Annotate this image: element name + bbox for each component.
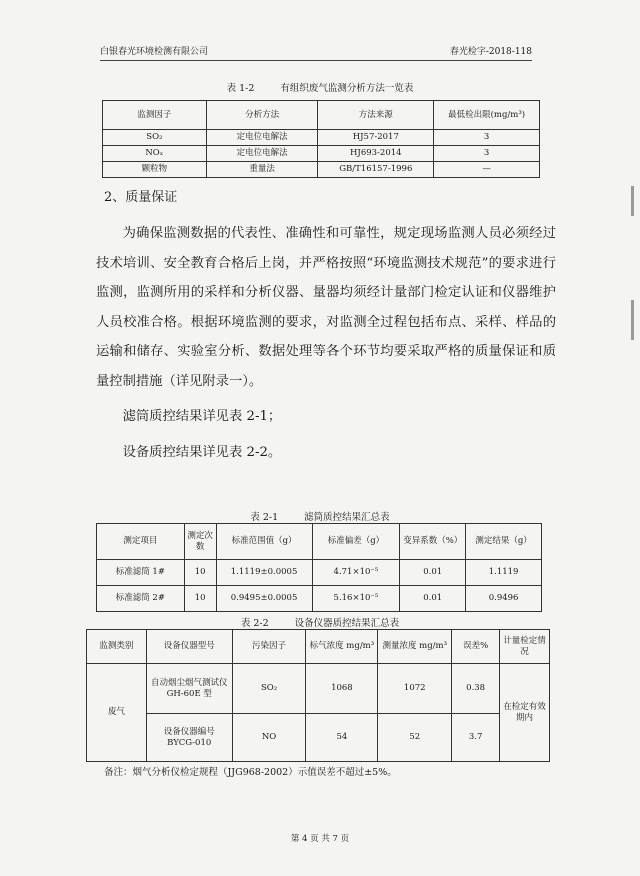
table-cell: 重量法 <box>206 162 318 178</box>
table3-header: 测量浓度 mg/m³ <box>378 630 452 664</box>
table2 <box>96 523 542 612</box>
table-cell: 3 <box>434 130 540 146</box>
table2-header-row <box>97 524 542 560</box>
page-header <box>100 44 532 61</box>
table2-header: 标准偏差（g） <box>312 524 400 560</box>
table-cell: 标准滤筒 2# <box>97 586 185 612</box>
table-cell: 3 <box>434 146 540 162</box>
device-model-cell: 自动烟尘烟气测试仪 GH-60E 型 <box>146 664 232 714</box>
table-cell: 0.01 <box>400 586 466 612</box>
table3-caption <box>0 615 640 629</box>
table1-caption <box>0 80 640 94</box>
section-heading: 2、质量保证 <box>104 190 178 205</box>
device-reference-line: 设备质控结果详见表 2-2。 <box>122 444 282 460</box>
table-row <box>97 560 542 586</box>
scan-mark <box>631 186 634 216</box>
table2-caption-title: 滤筒质控结果汇总表 <box>304 512 390 523</box>
table1-header-row <box>103 101 540 130</box>
table-cell: 1.1119 <box>466 560 542 586</box>
table-cell: 0.38 <box>452 664 500 714</box>
page-footer: 第 4 页 共 7 页 <box>290 834 350 844</box>
table-cell: — <box>434 162 540 178</box>
table3-header-row <box>87 630 550 664</box>
table-cell: 10 <box>184 560 216 586</box>
calibration-status-cell: 在检定有效期内 <box>500 664 550 762</box>
table1-header: 方法来源 <box>318 101 434 130</box>
table-cell: 54 <box>306 714 378 762</box>
table2-header: 变异系数（%） <box>400 524 466 560</box>
table-cell: 5.16×10⁻⁵ <box>312 586 400 612</box>
table-cell: 1072 <box>378 664 452 714</box>
quality-paragraph: 为确保监测数据的代表性、准确性和可靠性，规定现场监测人员必须经过技术培训、安全教育合格后上岗，并严格按照“环境监测技术规范”的要求进行监测，监测所用的采样和分析仪器、量器均须经计量部门检定认证和仪器维护人员校准合格。根据环境监测的要求，对监测全过程包括布点、采样、样品的运输和储存、实验室分析、数据处理等各个环节均要采取严格的质量保证和质量控制措施（详见附录一）。 <box>96 226 556 389</box>
section-body <box>96 219 556 467</box>
table-row <box>97 586 542 612</box>
table-cell: 定电位电解法 <box>206 130 318 146</box>
device-id-cell: 设备仪器编号 BYCG-010 <box>146 714 232 762</box>
table-cell: 0.9495±0.0005 <box>216 586 312 612</box>
table2-header: 测定结果（g） <box>466 524 542 560</box>
table2-caption <box>0 509 640 523</box>
table1-header: 分析方法 <box>206 101 318 130</box>
table-cell: 1068 <box>306 664 378 714</box>
table3-header: 误差% <box>452 630 500 664</box>
table-cell: HJ57-2017 <box>318 130 434 146</box>
table-cell: SO₂ <box>103 130 207 146</box>
table3-header: 计量检定情况 <box>500 630 550 664</box>
table-row <box>103 130 540 146</box>
table3-caption-no: 表 2-2 <box>240 618 269 629</box>
table-cell: NO <box>232 714 306 762</box>
table-cell: 4.71×10⁻⁵ <box>312 560 400 586</box>
table3-header: 污染因子 <box>232 630 306 664</box>
table-cell: GB/T16157-1996 <box>318 162 434 178</box>
company-name: 白银春光环境检测有限公司 <box>100 47 209 57</box>
table3 <box>86 629 550 762</box>
table-cell: NOₓ <box>103 146 207 162</box>
table-cell: 3.7 <box>452 714 500 762</box>
table3-header: 标气浓度 mg/m³ <box>306 630 378 664</box>
table-cell: HJ693-2014 <box>318 146 434 162</box>
table-cell: 52 <box>378 714 452 762</box>
table-cell: 1.1119±0.0005 <box>216 560 312 586</box>
filter-reference-line: 滤筒质控结果详见表 2-1； <box>122 409 282 424</box>
table-row <box>103 162 540 178</box>
table-cell: 0.9496 <box>466 586 542 612</box>
table2-header: 标准范围值（g） <box>216 524 312 560</box>
table2-caption-no: 表 2-1 <box>250 512 279 523</box>
table1-header: 监测因子 <box>103 101 207 130</box>
table1-caption-title: 有组织废气监测分析方法一览表 <box>280 83 414 94</box>
table3-header: 设备仪器型号 <box>146 630 232 664</box>
table-row <box>103 146 540 162</box>
table-cell: SO₂ <box>232 664 306 714</box>
table2-header: 测定项目 <box>97 524 185 560</box>
table1-header: 最低检出限(mg/m³) <box>434 101 540 130</box>
report-number: 春光检字-2018-118 <box>449 47 532 57</box>
table-row <box>87 664 550 714</box>
remark-note: 备注：烟气分析仪检定规程（JJG968-2002）示值误差不超过±5%。 <box>104 767 397 778</box>
table-row <box>87 714 550 762</box>
table1-caption-no: 表 1-2 <box>226 83 255 94</box>
table-cell: 10 <box>184 586 216 612</box>
scan-mark <box>631 300 634 340</box>
table-cell: 标准滤筒 1# <box>97 560 185 586</box>
table1 <box>102 100 540 178</box>
table3-caption-title: 设备仪器质控结果汇总表 <box>294 618 400 629</box>
table-cell: 颗粒物 <box>103 162 207 178</box>
table-cell: 0.01 <box>400 560 466 586</box>
category-cell: 废气 <box>87 664 147 762</box>
table3-header: 监测类别 <box>87 630 147 664</box>
table-cell: 定电位电解法 <box>206 146 318 162</box>
table2-header: 测定次数 <box>184 524 216 560</box>
